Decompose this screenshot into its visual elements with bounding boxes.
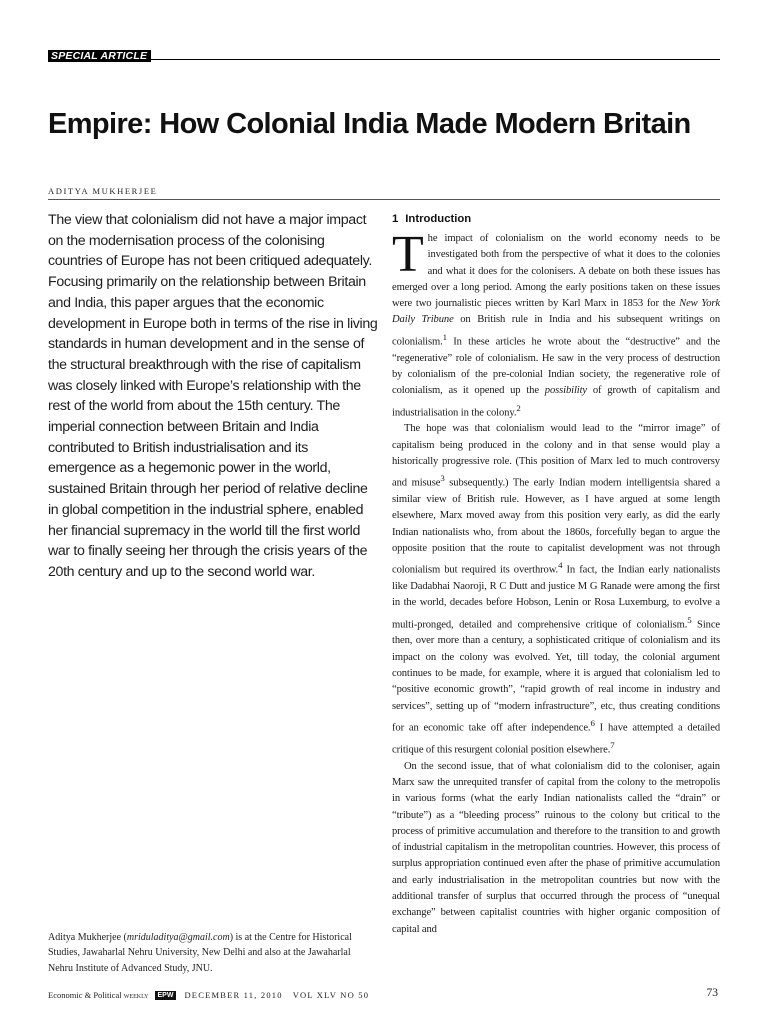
body-text — [392, 226, 720, 938]
author-byline: ADITYA MUKHERJEE — [48, 186, 158, 196]
epw-logo: EPW — [155, 991, 177, 1000]
section-title: Introduction — [405, 213, 472, 225]
footnote-ref[interactable]: 7 — [610, 739, 615, 750]
section-number: 1 — [392, 213, 399, 225]
page-footer — [48, 987, 720, 1003]
article-title: Empire: How Colonial India Made Modern Britain — [48, 108, 691, 140]
paragraph-1: The impact of colonialism on the world economy needs to be investigated both from the perspective of what it does to the colonies and what it does for the colonisers. A debate on both these issues has emerged over a long period. Among the early positions taken on these issues were two journalistic pieces written by Karl Marx in 1853 for the New York Daily Tribune on British rule in India and his subsequent writings on colonialism.$^1$ In these articles he wrote about the “destructive” and the “regenerative” role of colonialism. He saw in the very process of destruction by colonialism of the pre-colonial Indian society, the regenerative role of colonialism, as it opened up the possibility of growth of capitalism and industrialisation in the colony.$^2$ — [392, 226, 720, 419]
footnote-ref[interactable]: 5 — [687, 614, 692, 625]
section-label-bar — [48, 46, 720, 60]
footer-journal: Economic & Political weekly EPW DECEMBER 11, 2010 VOL XLV NO 50 — [48, 990, 370, 1000]
footer-date: DECEMBER 11, 2010 — [184, 990, 283, 1000]
footnote-ref[interactable]: 3 — [440, 473, 445, 484]
author-email[interactable]: mriduladitya@gmail.com — [126, 932, 230, 943]
section-label: SPECIAL ARTICLE — [48, 50, 151, 62]
body-column — [392, 211, 720, 938]
footer-volume: VOL XLV NO 50 — [292, 990, 370, 1000]
footnote-ref[interactable]: 6 — [590, 717, 595, 728]
drop-cap: T — [392, 226, 424, 283]
byline-divider — [48, 199, 720, 200]
footnote-ref[interactable]: 4 — [558, 560, 563, 571]
section-heading — [392, 211, 720, 227]
page-number: 73 — [706, 987, 718, 999]
paragraph-3: On the second issue, that of what colonialism did to the coloniser, again Marx saw the unrequited transfer of capital from the colony to the metropolis in various forms (what the early Indian nationalists called the “drain” or “tribute”) as a “bleeding process” ruinous to the colony but critical to the process of primitive accumulation and therefore to the transition to and growth of industrial capitalism in the metropolitan countries. However, this process of surplus appropriation continued even after the phase of primitive accumulation and early industrialisation in the metropolitan countries but now with the additional transfer of surplus that occurred through the process of “unequal exchange” between capitalist countries with higher organic composition of capital and — [392, 760, 720, 935]
footnote-ref[interactable]: 1 — [442, 331, 447, 342]
author-note: Aditya Mukherjee (mriduladitya@gmail.com) is at the Centre for Historical Studies, Jawaharlal Nehru University, New Delhi and also at the Jawaharlal Nehru Institute of Advanced Study, JNU. — [48, 932, 352, 974]
abstract: The view that colonialism did not have a major impact on the modernisation process of the colonising countries of Europe has not been critiqued adequately. Focusing primarily on the relationship between Britain and India, this paper argues that the economic development in Europe both in terms of the rise in living standards in human development and in the sense of the structural breakthrough with the rise of capitalism was closely linked with Europe’s relationship with the rest of the world from about the 15th century. The imperial connection between Britain and India contributed to British industrialisation and its emergence as a hegemonic power in the world, sustained Britain through her period of relative decline in global competition in the industrial sphere, enabled her financial supremacy in the world till the first world war to finally seeing her through the crisis years of the 20th century and up to the second world war. — [48, 212, 378, 580]
paragraph-2: The hope was that colonialism would lead to the “mirror image” of capitalism being produced in the colony and in that sense would play a historically progressive role. (This position of Marx led to much controversy and misuse$^3$ subsequently.) The early Indian modern intelligentsia shared a similar view of British rule. However, as I have argued at some length elsewhere, Marx moved away from this position very early, as did the early Indian nationalists who, from about the 1860s, forcefully began to argue the opposite position that the route to capitalist development was not through colonialism but required its overthrow.$^4$ In fact, the Indian early nationalists like Dadabhai Naoroji, R C Dutt and justice M G Ranade were among the first in the world, decades before Hobson, Lenin or Rosa Luxemburg, to evolve a multi-pronged, detailed and comprehensive critique of colonialism.$^5$ Since then, over more than a century, a sophisticated critique of colonialism and its impact on the colony was evolved. Yet, till today, the colonial argument continues to be made, for example, where it is argued that colonialism led to “positive economic growth”, “rapid growth of real income in industry and services”, setting up of “modern infrastructure”, etc, thus creating conditions for an economic take off after independence.$^6$ I have attempted a detailed critique of this resurgent colonial position elsewhere.$^7$ — [392, 423, 720, 756]
footnote-ref[interactable]: 2 — [516, 402, 521, 413]
